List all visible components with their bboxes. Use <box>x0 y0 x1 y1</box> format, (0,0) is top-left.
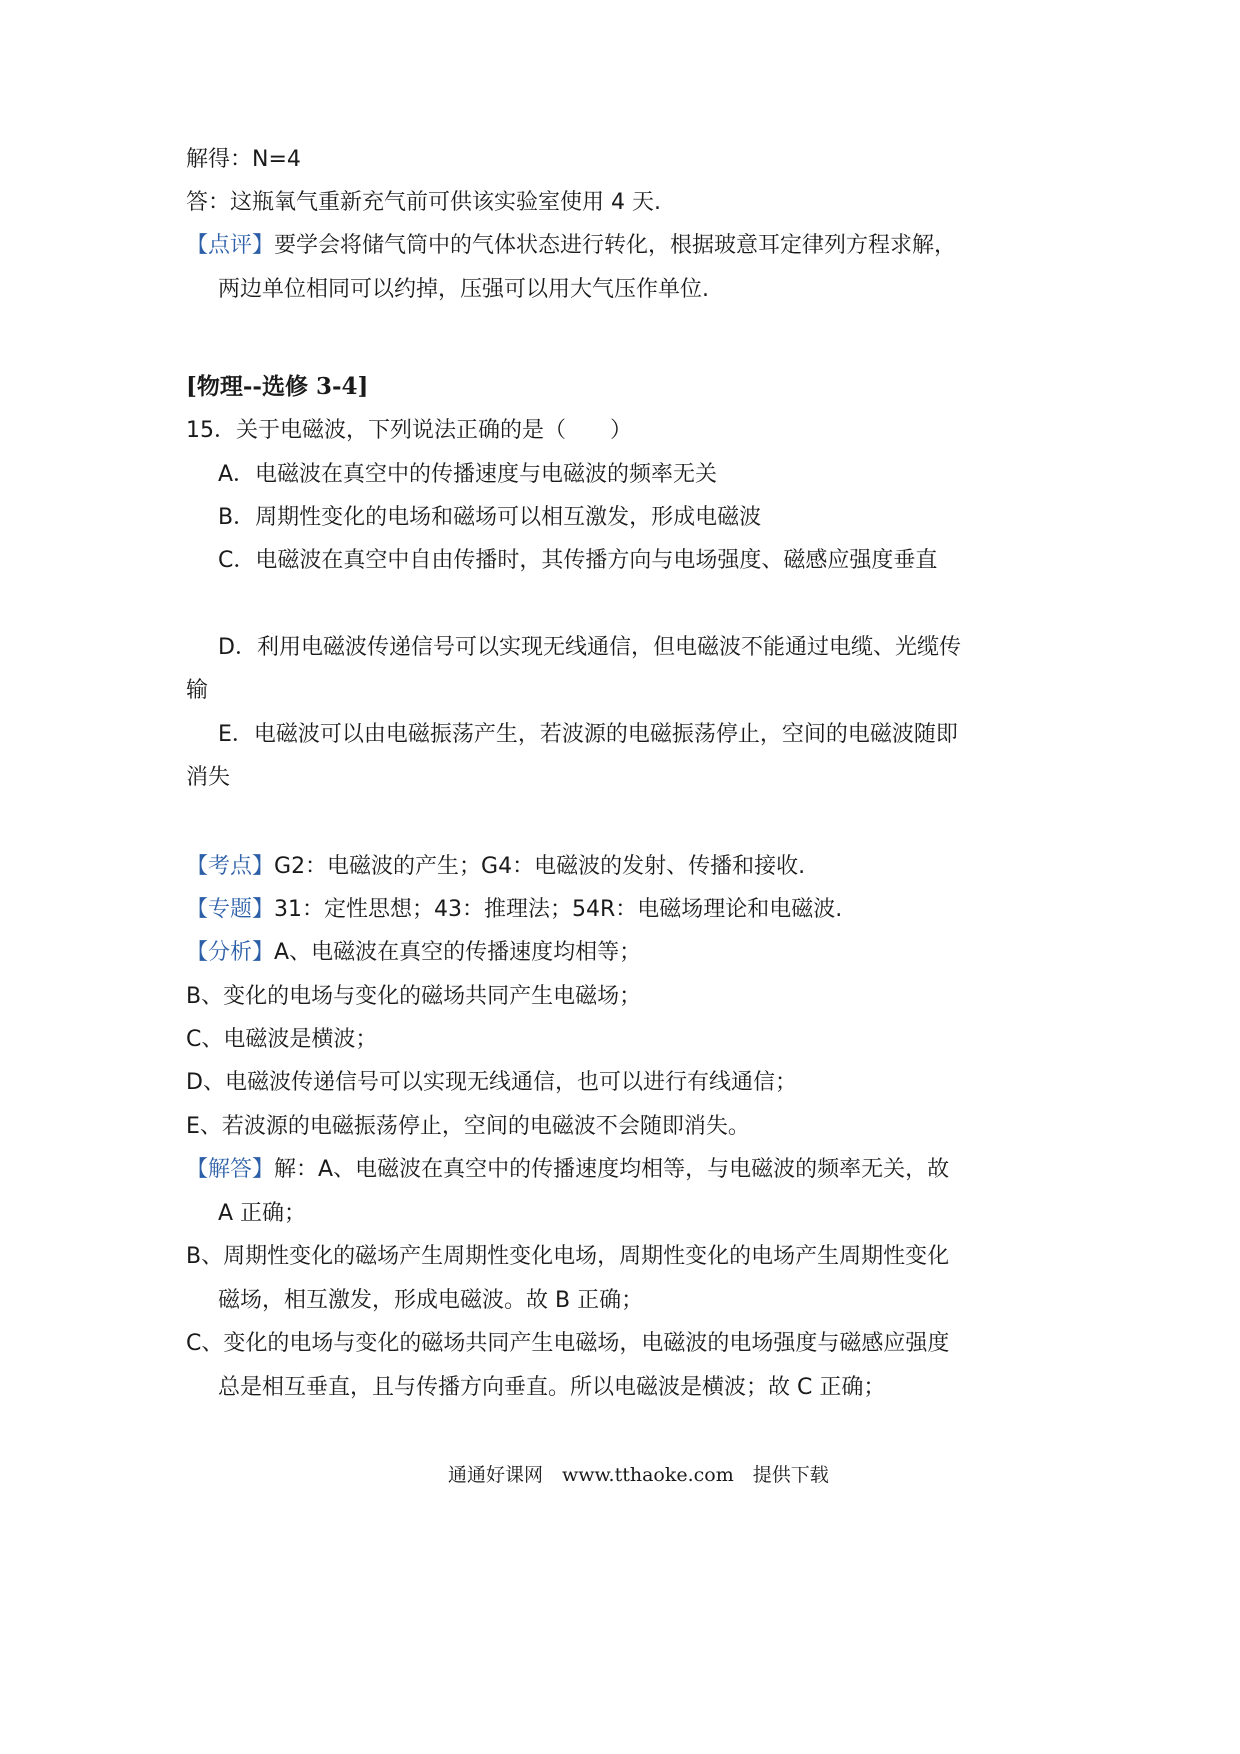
fenxi-e: E、若波源的电磁振荡停止，空间的电磁波不会随即消失。 <box>186 1114 750 1139</box>
comment-line-2: 两边单位相同可以约掉，压强可以用大气压作单位. <box>218 277 709 302</box>
zhuanti-text: 31：定性思想；43：推理法；54R：电磁场理论和电磁波. <box>274 897 843 922</box>
comment-line-1 <box>186 231 956 261</box>
option-d-line-1: D．利用电磁波传递信号可以实现无线通信，但电磁波不能通过电缆、光缆传 <box>218 635 961 660</box>
fenxi-b: B、变化的电场与变化的磁场共同产生电磁场； <box>186 984 642 1009</box>
jieda-tag: 【解答】 <box>186 1157 275 1182</box>
question-stem: 15．关于电磁波，下列说法正确的是（ ） <box>186 418 632 443</box>
page-footer: 通通好课网 www.tthaoke.com 提供下载 <box>448 1464 829 1486</box>
jieda-text-a1: 解：A、电磁波在真空中的传播速度均相等，与电磁波的频率无关，故 <box>274 1157 950 1182</box>
option-c: C．电磁波在真空中自由传播时，其传播方向与电场强度、磁感应强度垂直 <box>218 548 938 573</box>
jieda-c2: 总是相互垂直，且与传播方向垂直。所以电磁波是横波；故 C 正确； <box>218 1375 886 1400</box>
fenxi-c: C、电磁波是横波； <box>186 1027 378 1052</box>
option-a: A．电磁波在真空中的传播速度与电磁波的频率无关 <box>218 462 718 487</box>
fenxi-text-a: A、电磁波在真空的传播速度均相等； <box>274 940 642 965</box>
fenxi-d: D、电磁波传递信号可以实现无线通信，也可以进行有线通信； <box>186 1070 797 1095</box>
comment-text-1: 要学会将储气筒中的气体状态进行转化，根据玻意耳定律列方程求解， <box>274 233 957 258</box>
jieda-a2: A 正确； <box>218 1201 307 1226</box>
section-heading: [物理--选修 3-4] <box>186 373 369 400</box>
kaodian-tag: 【考点】 <box>186 854 275 879</box>
jieda-line-1 <box>186 1155 949 1185</box>
zhuanti-line <box>186 895 842 925</box>
jieda-c1: C、变化的电场与变化的磁场共同产生电磁场，电磁波的电场强度与磁感应强度 <box>186 1331 950 1356</box>
solution-result: 解得：N=4 <box>186 147 301 172</box>
option-e-line-1: E．电磁波可以由电磁振荡产生，若波源的电磁振荡停止，空间的电磁波随即 <box>218 722 958 747</box>
option-d-line-2: 输 <box>186 678 209 703</box>
comment-tag: 【点评】 <box>186 233 275 258</box>
jieda-b1: B、周期性变化的磁场产生周期性变化电场，周期性变化的电场产生周期性变化 <box>186 1244 950 1269</box>
kaodian-text: G2：电磁波的产生；G4：电磁波的发射、传播和接收. <box>274 854 806 879</box>
jieda-b2: 磁场，相互激发，形成电磁波。故 B 正确； <box>218 1288 644 1313</box>
zhuanti-tag: 【专题】 <box>186 897 275 922</box>
option-e-line-2: 消失 <box>186 765 231 790</box>
fenxi-line <box>186 938 641 968</box>
option-b: B．周期性变化的电场和磁场可以相互激发，形成电磁波 <box>218 505 762 530</box>
kaodian-line <box>186 852 805 882</box>
solution-answer: 答：这瓶氧气重新充气前可供该实验室使用 4 天. <box>186 190 661 215</box>
fenxi-tag: 【分析】 <box>186 940 275 965</box>
